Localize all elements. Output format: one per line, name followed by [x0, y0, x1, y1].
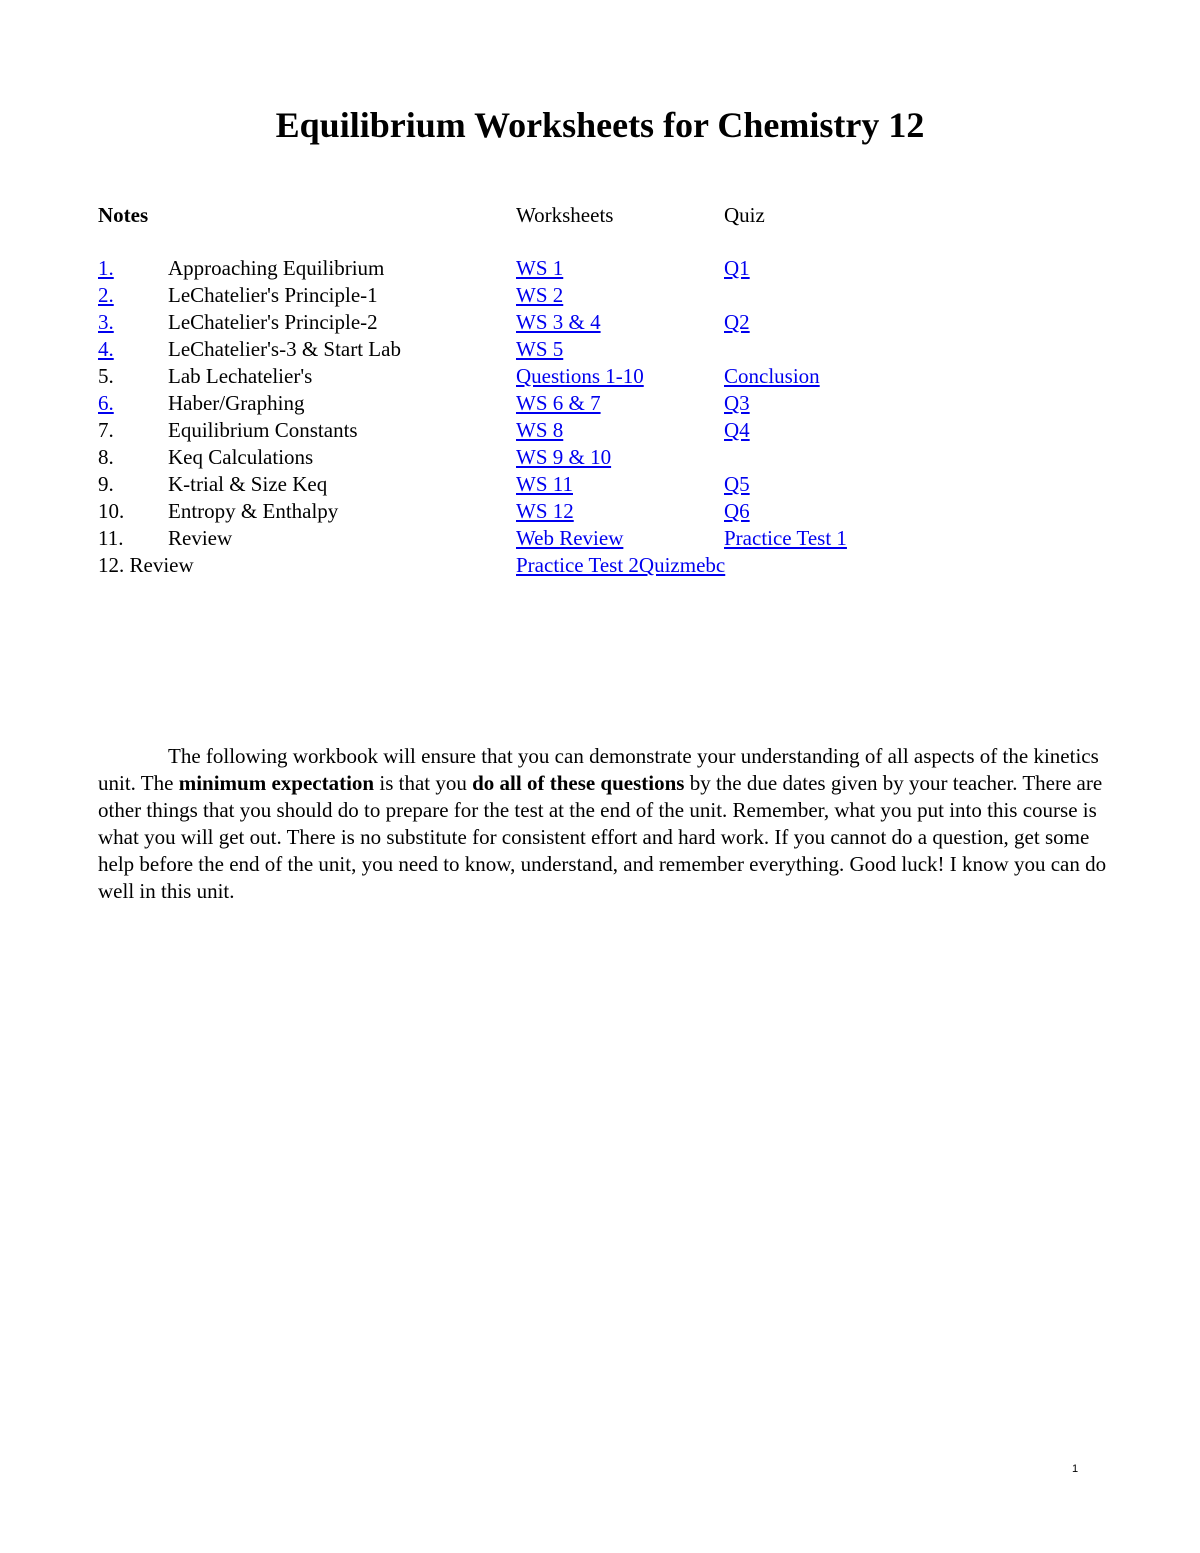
topic-label: Entropy & Enthalpy: [168, 499, 339, 523]
intro-text: The following workbook will ensure that you can demonstrate your understanding of all aspects of the kinetics unit. The: [98, 744, 1099, 795]
row-label: 12. Review: [98, 553, 194, 577]
row-number: 7.: [98, 418, 114, 442]
table-row: [0, 309, 1200, 336]
topic-label: LeChatelier's-3 & Start Lab: [168, 337, 401, 361]
worksheet-link[interactable]: WS 9 & 10: [516, 445, 612, 469]
worksheet-link[interactable]: WS 11: [516, 472, 573, 496]
intro-paragraph: [98, 743, 1108, 905]
quiz-link[interactable]: Q2: [724, 310, 750, 334]
quiz-link[interactable]: Q5: [724, 472, 750, 496]
worksheet-link[interactable]: Practice Test 2Quizmebc: [516, 553, 726, 577]
worksheet-link[interactable]: Questions 1-10: [516, 364, 644, 388]
header-worksheets: Worksheets: [516, 203, 614, 227]
page-number: 1: [1072, 1463, 1079, 1475]
topic-label: LeChatelier's Principle-1: [168, 283, 378, 307]
topic-label: Approaching Equilibrium: [168, 256, 385, 280]
header-quiz: Quiz: [724, 203, 765, 227]
topic-label: Equilibrium Constants: [168, 418, 358, 442]
topic-label: Haber/Graphing: [168, 391, 305, 415]
notes-link[interactable]: 6.: [98, 391, 114, 415]
quiz-link[interactable]: Q4: [724, 418, 750, 442]
worksheet-link[interactable]: WS 6 & 7: [516, 391, 601, 415]
topic-label: K-trial & Size Keq: [168, 472, 328, 496]
quiz-link[interactable]: Conclusion: [724, 364, 820, 388]
header-notes: Notes: [98, 203, 149, 227]
notes-link[interactable]: 4.: [98, 337, 114, 361]
table-row: [0, 255, 1200, 282]
intro-bold-text: minimum expectation: [178, 771, 375, 795]
topic-label: LeChatelier's Principle-2: [168, 310, 378, 334]
row-number: 10.: [98, 499, 125, 523]
quiz-link[interactable]: Q3: [724, 391, 750, 415]
table-row: [0, 498, 1200, 525]
worksheet-link[interactable]: WS 1: [516, 256, 564, 280]
topic-label: Lab Lechatelier's: [168, 364, 313, 388]
worksheet-link[interactable]: WS 8: [516, 418, 564, 442]
row-number: 8.: [98, 445, 114, 469]
column-headers: [0, 200, 1200, 230]
table-row: [0, 336, 1200, 363]
worksheet-link[interactable]: WS 5: [516, 337, 564, 361]
quiz-link[interactable]: Practice Test 1: [724, 526, 847, 550]
worksheet-link[interactable]: WS 12: [516, 499, 574, 523]
worksheet-link[interactable]: WS 2: [516, 283, 564, 307]
worksheet-link[interactable]: Web Review: [516, 526, 624, 550]
row-number: 9.: [98, 472, 114, 496]
notes-link[interactable]: 3.: [98, 310, 114, 334]
table-row: [0, 444, 1200, 471]
worksheet-link[interactable]: WS 3 & 4: [516, 310, 601, 334]
topic-label: Keq Calculations: [168, 445, 314, 469]
row-number: 5.: [98, 364, 114, 388]
row-number: 11.: [98, 526, 124, 550]
worksheet-table: [0, 255, 1200, 579]
table-row: [0, 552, 1200, 579]
table-row: [0, 282, 1200, 309]
intro-bold-text: do all of these questions: [472, 771, 685, 795]
quiz-link[interactable]: Q6: [724, 499, 750, 523]
table-row: [0, 363, 1200, 390]
table-row: [0, 525, 1200, 552]
table-row: [0, 471, 1200, 498]
intro-text: is that you: [374, 771, 473, 795]
quiz-link[interactable]: Q1: [724, 256, 750, 280]
notes-link[interactable]: 1.: [98, 256, 114, 280]
topic-label: Review: [168, 526, 233, 550]
notes-link[interactable]: 2.: [98, 283, 114, 307]
page-title: Equilibrium Worksheets for Chemistry 12: [275, 105, 925, 145]
table-row: [0, 417, 1200, 444]
table-row: [0, 390, 1200, 417]
intro-text: by the due dates given by your teacher. There are other things that you should do to prepare for the test at the end of the unit. Remember, what you put into this course is what you will get out. There is no substitute for consistent effort and hard work. If you cannot do a question, get some help before the end of the unit, you need to know, understand, and remember everything. Good luck! I know you can do well in this unit.: [98, 771, 1107, 903]
